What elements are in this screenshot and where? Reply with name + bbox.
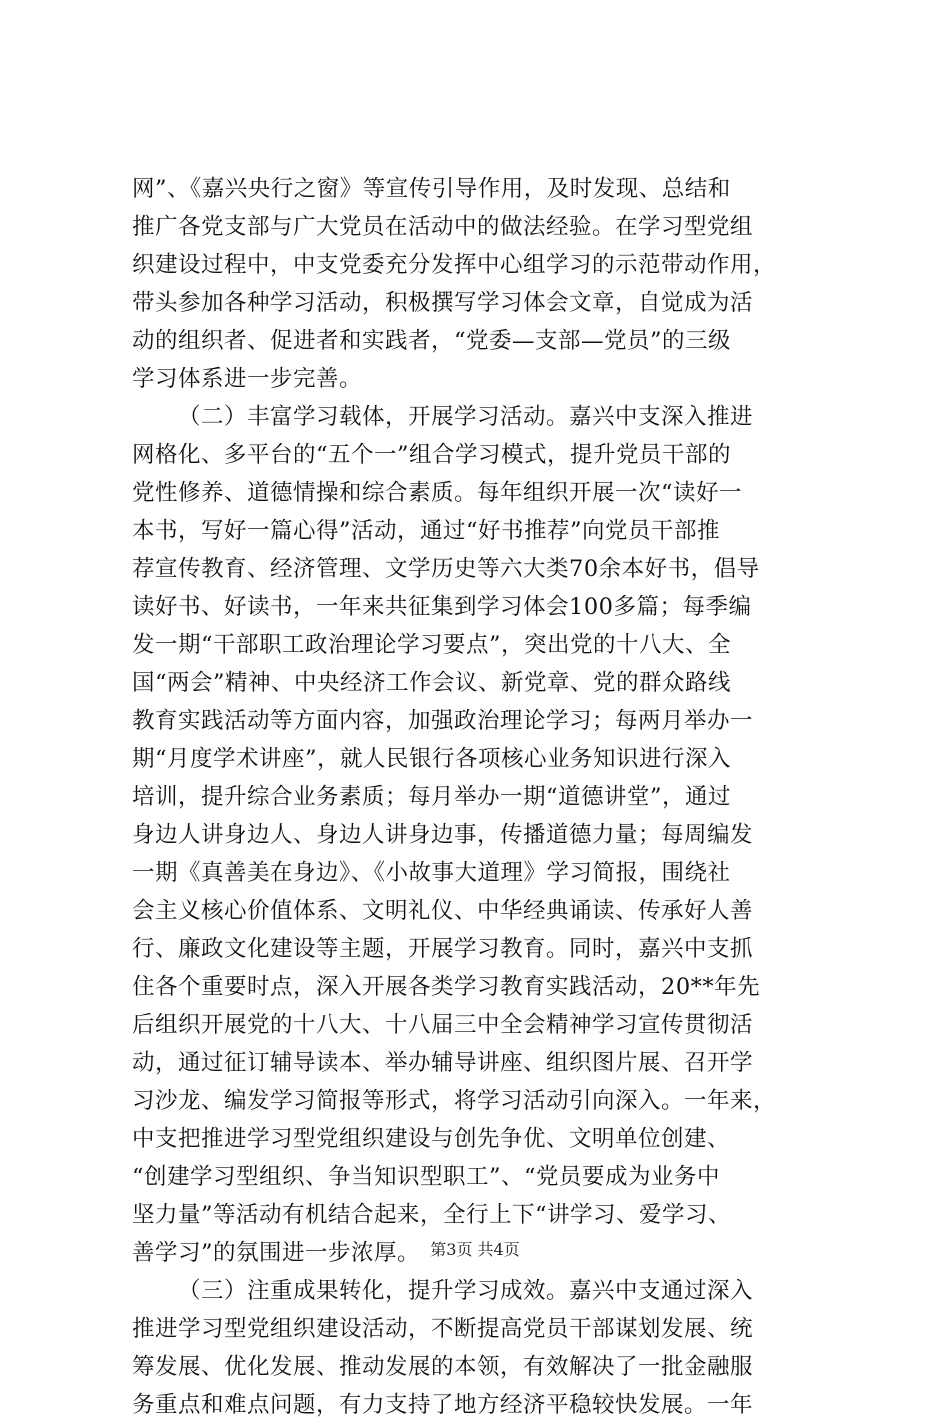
text-line: 发一期“干部职工政治理论学习要点”，突出党的十八大、全	[132, 632, 732, 658]
text-line: 坚力量”等活动有机结合起来，全行上下“讲学习、爱学习、	[132, 1202, 732, 1228]
text-line: 推广各党支部与广大党员在活动中的做法经验。在学习型党组	[132, 214, 754, 240]
text-line: 读好书、好读书，一年来共征集到学习体会100多篇；每季编	[132, 594, 752, 620]
text-line: 网”、《嘉兴央行之窗》等宣传引导作用，及时发现、总结和	[132, 176, 731, 202]
text-line: 行、廉政文化建设等主题，开展学习教育。同时，嘉兴中支抓	[132, 936, 754, 962]
text-line: 筹发展、优化发展、推动发展的本领，有效解决了一批金融服	[132, 1354, 754, 1380]
text-line: 国“两会”精神、中央经济工作会议、新党章、党的群众路线	[132, 670, 732, 696]
text-line: 推进学习型党组织建设活动，不断提高党员干部谋划发展、统	[132, 1316, 754, 1342]
text-line: 后组织开展党的十八大、十八届三中全会精神学习宣传贯彻活	[132, 1012, 754, 1038]
text-line: 网格化、多平台的“五个一”组合学习模式，提升党员干部的	[132, 442, 732, 468]
text-line: 党性修养、道德情操和综合素质。每年组织开展一次“读好一	[132, 480, 743, 506]
text-line: 学习体系进一步完善。	[132, 366, 363, 392]
text-line: 身边人讲身边人、身边人讲身边事，传播道德力量；每周编发	[132, 822, 754, 848]
text-line: 会主义核心价值体系、文明礼仪、中华经典诵读、传承好人善	[132, 898, 754, 924]
paragraph-first-line: （三）注重成果转化，提升学习成效。嘉兴中支通过深入	[178, 1278, 754, 1304]
text-line: 织建设过程中，中支党委充分发挥中心组学习的示范带动作用，	[132, 252, 777, 278]
text-line: “创建学习型组织、争当知识型职工”、“党员要成为业务中	[132, 1164, 721, 1190]
text-line: 善学习”的氛围进一步浓厚。	[132, 1240, 421, 1266]
text-line: 荐宣传教育、经济管理、文学历史等六大类70余本好书，倡导	[132, 556, 760, 582]
document-body	[132, 170, 832, 1424]
page-footer: 第3页 共4页	[430, 1240, 520, 1259]
text-line: 带头参加各种学习活动，积极撰写学习体会文章，自觉成为活	[132, 290, 754, 316]
text-line: 中支把推进学习型党组织建设与创先争优、文明单位创建、	[132, 1126, 731, 1152]
text-line: 动，通过征订辅导读本、举办辅导讲座、组织图片展、召开学	[132, 1050, 754, 1076]
text-line: 务重点和难点问题，有力支持了地方经济平稳较快发展。一年	[132, 1392, 754, 1418]
text-line: 住各个重要时点，深入开展各类学习教育实践活动，20**年先	[132, 974, 761, 1000]
text-line: 本书，写好一篇心得”活动，通过“好书推荐”向党员干部推	[132, 518, 721, 544]
text-line: 一期《真善美在身边》、《小故事大道理》学习简报，围绕社	[132, 860, 731, 886]
text-line: 教育实践活动等方面内容，加强政治理论学习；每两月举办一	[132, 708, 754, 734]
paragraph-first-line: （二）丰富学习载体，开展学习活动。嘉兴中支深入推进	[178, 404, 754, 430]
text-line: 期“月度学术讲座”，就人民银行各项核心业务知识进行深入	[132, 746, 732, 772]
text-line: 习沙龙、编发学习简报等形式，将学习活动引向深入。一年来，	[132, 1088, 777, 1114]
text-line: 动的组织者、促进者和实践者，“党委—支部—党员”的三级	[132, 328, 732, 354]
text-line: 培训，提升综合业务素质；每月举办一期“道德讲堂”，通过	[132, 784, 732, 810]
